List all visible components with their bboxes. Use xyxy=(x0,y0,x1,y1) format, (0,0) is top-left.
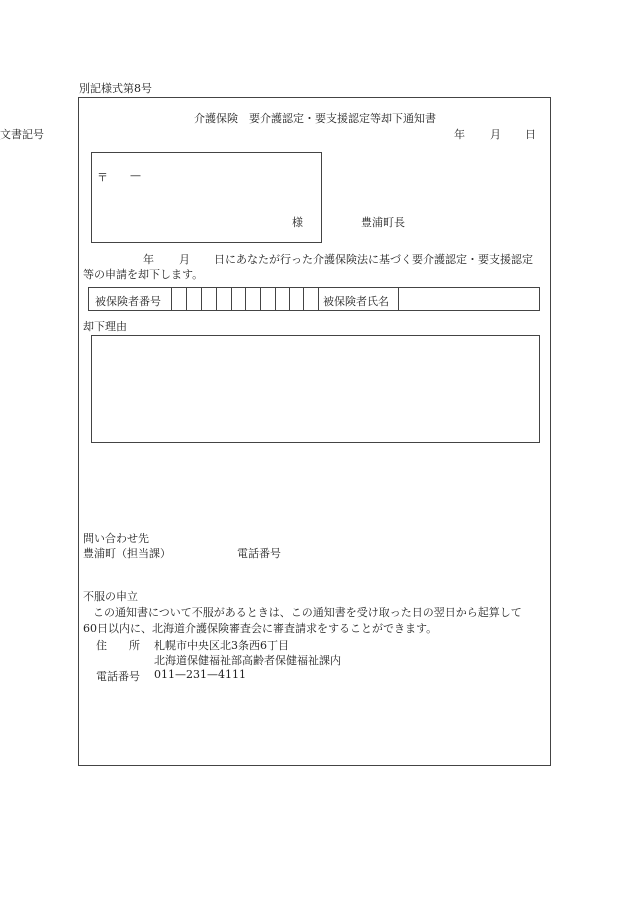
insured-number-cell[interactable] xyxy=(260,288,275,310)
insured-number-label: 被保険者番号 xyxy=(95,295,161,308)
insured-name-label-cell xyxy=(318,288,398,310)
insured-number-cell[interactable] xyxy=(231,288,245,310)
insured-number-cell[interactable] xyxy=(303,288,318,310)
doc-number-label: 文書記号 xyxy=(0,128,44,141)
body-year: 年 xyxy=(143,253,154,266)
insured-number-cell[interactable] xyxy=(275,288,289,310)
rejection-reason-label: 却下理由 xyxy=(83,320,127,333)
appeal-address-line1: 札幌市中央区北3条西6丁目 xyxy=(154,639,289,652)
postal-dash: — xyxy=(130,169,141,182)
insured-info-table xyxy=(88,287,540,311)
appeal-address-line2: 北海道保健福祉部高齢者保健福祉課内 xyxy=(154,654,341,667)
body-month: 月 xyxy=(179,253,190,266)
postal-mark: 〒 xyxy=(97,171,108,184)
appeal-phone-label: 電話番号 xyxy=(96,670,140,683)
rejection-reason-box[interactable] xyxy=(91,335,540,443)
contact-heading: 問い合わせ先 xyxy=(83,532,149,545)
appeal-address-label: 住 所 xyxy=(96,639,140,652)
recipient-honorific: 様 xyxy=(292,216,303,229)
appeal-text-line1: この通知書について不服があるときは、この通知書を受け取った日の翌日から起算して xyxy=(93,606,522,619)
recipient-address-box xyxy=(91,152,322,243)
contact-phone-label: 電話番号 xyxy=(237,547,281,560)
insured-number-cell[interactable] xyxy=(201,288,216,310)
insured-number-cell[interactable] xyxy=(216,288,231,310)
insured-name-label: 被保険者氏名 xyxy=(323,295,389,308)
body-line1: 日にあなたが行った介護保険法に基づく要介護認定・要支援認定 xyxy=(214,253,533,266)
doc-month-label: 月 xyxy=(490,128,501,141)
body-line2: 等の申請を却下します。 xyxy=(83,268,204,281)
insured-number-cell[interactable] xyxy=(245,288,260,310)
document-title: 介護保険 要介護認定・要支援認定等却下通知書 xyxy=(194,112,436,125)
insured-name-field[interactable] xyxy=(398,288,539,310)
appeal-phone-number: 011—231—4111 xyxy=(154,668,246,681)
insured-number-cell[interactable] xyxy=(171,288,186,310)
insured-number-cell[interactable] xyxy=(289,288,303,310)
form-label: 別記様式第8号 xyxy=(79,82,152,95)
contact-department: 豊浦町（担当課） xyxy=(83,547,171,560)
insured-number-cell[interactable] xyxy=(186,288,201,310)
appeal-heading: 不服の申立 xyxy=(83,590,138,603)
doc-year-label: 年 xyxy=(454,128,465,141)
issuer-name: 豊浦町長 xyxy=(361,216,405,229)
appeal-text-line2: 60日以内に、北海道介護保険審査会に審査請求をすることができます。 xyxy=(83,622,438,635)
doc-day-label: 日 xyxy=(525,128,536,141)
